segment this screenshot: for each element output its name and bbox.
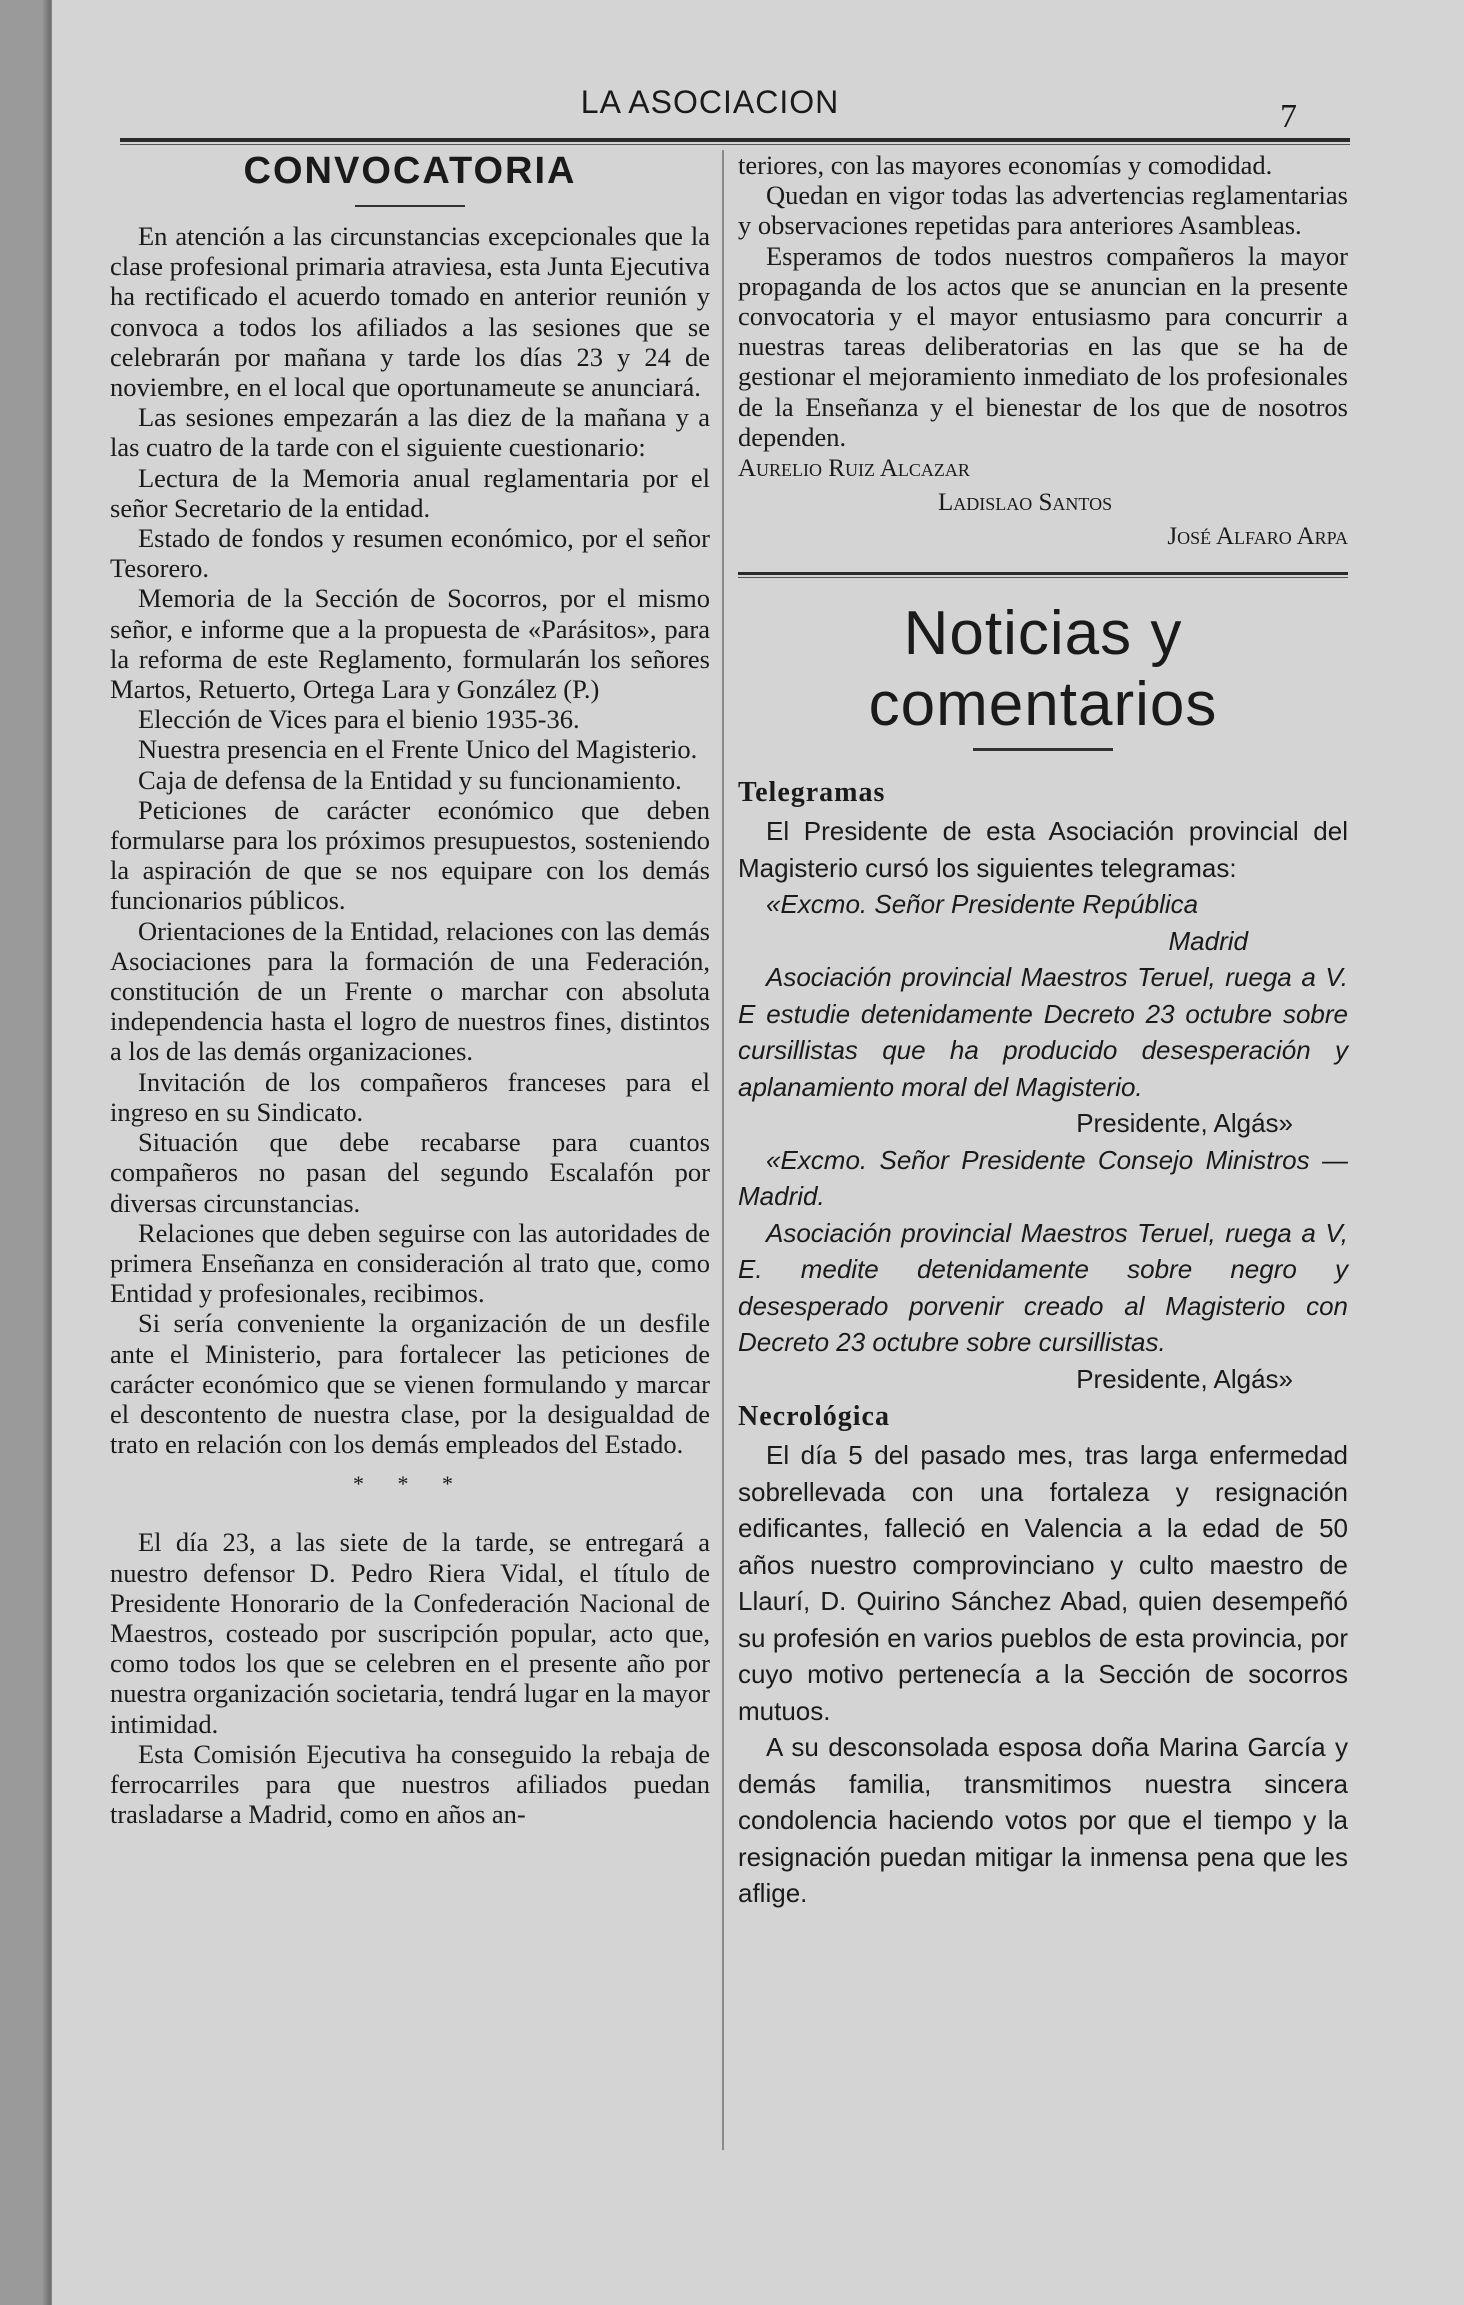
paragraph: En atención a las circunstancias excepcionales que la clase profesional primaria atraviesa, esta Junta Ejecutiva ha rectificado el acuerdo tomado en anterior reunión y convoca a todos los afiliados a las sesiones que se celebrarán por mañana y tarde los días 23 y 24 de noviembre, en el local que oportunameute se anunciará. <box>110 221 710 403</box>
section-rule <box>738 572 1348 575</box>
agenda-item: Estado de fondos y resumen económico, por el señor Tesorero. <box>110 523 710 584</box>
agenda-item: Elección de Vices para el bienio 1935-36. <box>138 704 580 735</box>
convocatoria-continuation <box>738 150 1348 452</box>
agenda-item: Lectura de la Memoria anual reglamentaria por el señor Secretario de la entidad. <box>110 462 710 523</box>
book-spine-shadow <box>0 0 56 2305</box>
convocatoria-body-continued <box>110 1527 710 1829</box>
paragraph: Las sesiones empezarán a las diez de la mañana y a las cuatro de la tarde con el siguiente cuestionario: <box>110 402 710 463</box>
paragraph: El día 5 del pasado mes, tras larga enfermedad sobrellevada con una fortaleza y resignación edificantes, falleció en Valencia a la edad de 50 años nuestro comprovinciano y culto maestro de Llaurí, D. Quirino Sánchez Abad, quien desempeñó su profesión en varios pueblos de esta provincia, por cuyo motivo pertenecía a la Sección de socorros mutuos. <box>738 1440 1348 1726</box>
paragraph: El día 23, a las siete de la tarde, se entregará a nuestro defensor D. Pedro Riera Vidal, el título de Presidente Honorario de la Confederación Nacional de Maestros, costeado por suscripción popular, acto que, como todos los que se celebren en el presente año por nuestra organización societaria, tendrá lugar en la mayor intimidad. <box>110 1527 710 1739</box>
header-rule <box>120 138 1350 142</box>
telegram-signoff: Presidente, Algás» <box>1076 1108 1293 1139</box>
section-separator: * * * <box>353 1471 467 1497</box>
paragraph: A su desconsolada esposa doña Marina García y demás familia, transmitimos nuestra sincera condolencia haciendo votos por que el tiempo y la resignación puedan mitigar la inmensa pena que les aflige. <box>738 1732 1348 1909</box>
title-underline <box>973 748 1113 751</box>
signature: Aurelio Ruiz Alcazar <box>738 455 970 483</box>
agenda-item: Caja de defensa de la Entidad y su funcionamiento. <box>138 764 682 795</box>
section-rule-thin <box>738 577 1348 578</box>
signatures <box>738 452 1348 554</box>
telegram-text: Asociación provincial Maestros Teruel, ruega a V. E estudie detenidamente Decreto 23 octubre sobre cursillistas que ha producido desesperación y aplanamiento moral del Magisterio. <box>738 962 1348 1102</box>
paragraph: teriores, con las mayores economías y comodidad. <box>738 150 1273 180</box>
header-rule-thin <box>120 144 1350 145</box>
noticias-title: Noticias y comentarios <box>868 599 1218 740</box>
telegram-2 <box>738 1142 1348 1398</box>
noticias-body <box>738 773 1348 1912</box>
agenda-item: Invitación de los compañeros franceses para el ingreso en su Sindicato. <box>110 1066 710 1127</box>
necrologica-heading: Necrológica <box>738 1401 890 1433</box>
column-divider <box>722 150 724 2150</box>
paragraph: El Presidente de esta Asociación provincial del Magisterio cursó los siguientes telegramas: <box>738 816 1348 883</box>
left-column <box>110 150 710 1829</box>
telegram-address: «Excmo. Señor Presidente Consejo Ministros — Madrid. <box>738 1144 1348 1212</box>
paragraph: Esta Comisión Ejecutiva ha conseguido la rebaja de ferrocarriles para que nuestros afiliados puedan trasladarse a Madrid, como en años an- <box>110 1738 710 1830</box>
signature: Ladislao Santos <box>938 489 1113 517</box>
agenda-item: Nuestra presencia en el Frente Unico del Magisterio. <box>138 734 698 765</box>
paragraph: Esperamos de todos nuestros compañeros la mayor propaganda de los actos que se anuncian en la presente convocatoria y el mayor entusiasmo para concurrir a nuestras tareas deliberatorias en las que se ha de gestionar el mejoramiento inmediato de los profesionales de la Enseñanza y el bienestar de los que de nosotros dependen. <box>738 240 1348 452</box>
agenda-item: Si sería conveniente la organización de un desfile ante el Ministerio, para fortalecer las peticiones de carácter económico que se vienen formulando y marcar el descontento de nuestra clase, por la desigualdad de trato en relación con los demás empleados del Estado. <box>110 1308 710 1460</box>
telegram-address: «Excmo. Señor Presidente República <box>766 889 1199 920</box>
telegram-1 <box>738 886 1348 1142</box>
signature: José Alfaro Arpa <box>1167 523 1348 551</box>
agenda-item: Peticiones de carácter económico que deben formularse para los próximos presupuestos, sosteniendo la aspiración de que se nos equipare con los demás funcionarios públicos. <box>110 794 710 916</box>
page-number: 7 <box>1280 98 1297 135</box>
agenda-item: Orientaciones de la Entidad, relaciones con las demás Asociaciones para la formación de una Federación, constitución de un Frente o marchar con absoluta independencia hasta el logro de nuestros fines, distintos a los de las demás organizaciones. <box>110 915 710 1067</box>
telegram-signoff: Presidente, Algás» <box>1076 1363 1293 1394</box>
convocatoria-title: CONVOCATORIA <box>243 150 577 192</box>
paragraph: Quedan en vigor todas las advertencias reglamentarias y observaciones repetidas para anteriores Asambleas. <box>738 180 1348 241</box>
agenda-item: Relaciones que deben seguirse con las autoridades de primera Enseñanza en consideración al trato que, como Entidad y profesionales, recibimos. <box>110 1217 710 1309</box>
telegram-city: Madrid <box>1168 925 1248 956</box>
right-column <box>738 150 1348 1912</box>
running-title: LA ASOCIACION <box>580 84 840 120</box>
telegramas-heading: Telegramas <box>738 777 886 809</box>
title-underline <box>355 205 465 207</box>
agenda-item: Situación que debe recabarse para cuantos compañeros no pasan del segundo Escalafón por diversas circunstancias. <box>110 1127 710 1218</box>
agenda-item: Memoria de la Sección de Socorros, por el mismo señor, e informe que a la propuesta de «Parásitos», para la reforma de este Reglamento, formularán los señores Martos, Retuerto, Ortega Lara y González (P.) <box>110 583 710 705</box>
convocatoria-body <box>110 221 710 1459</box>
telegram-text: Asociación provincial Maestros Teruel, ruega a V, E. medite detenidamente sobre negro y desesperado porvenir creado al Magisterio con Decreto 23 octubre sobre cursillistas. <box>738 1217 1348 1358</box>
